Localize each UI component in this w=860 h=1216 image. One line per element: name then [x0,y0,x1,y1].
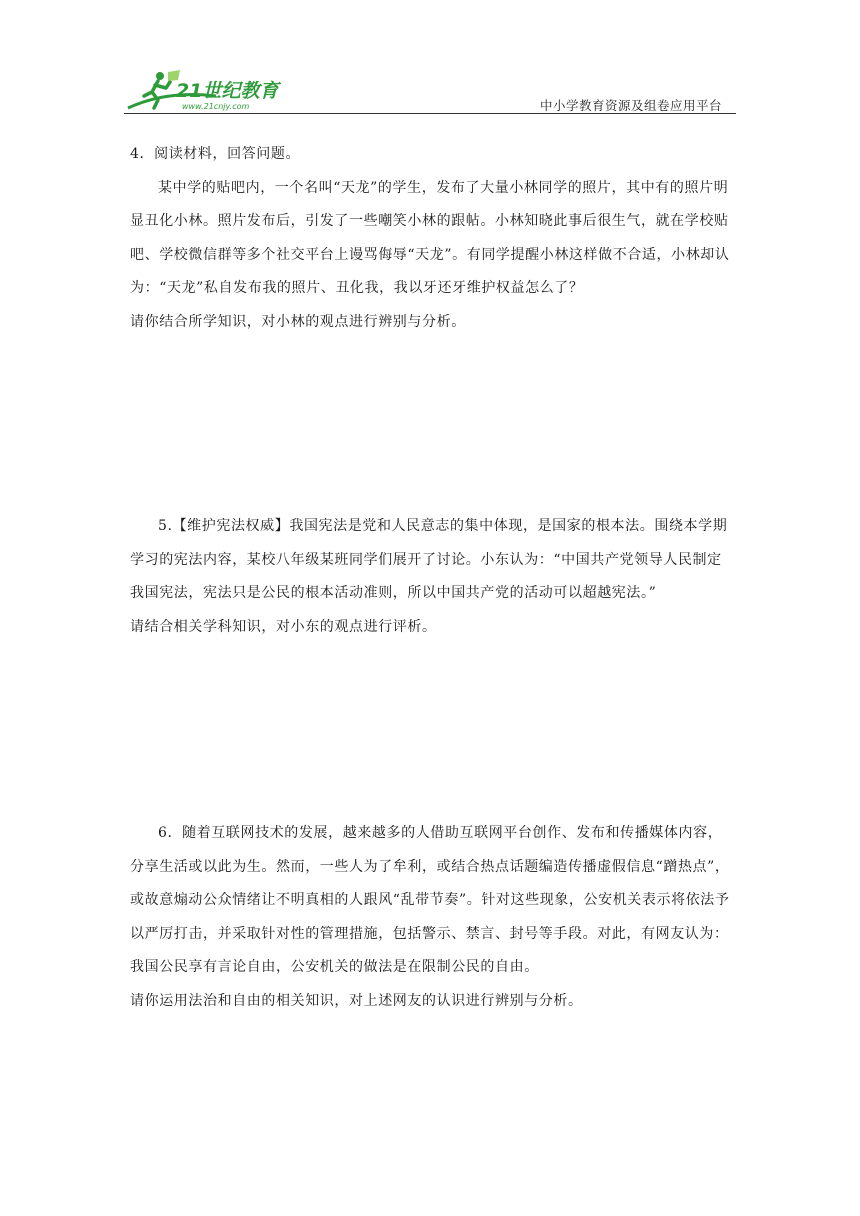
logo-url: www.21cnjy.com [182,102,250,111]
logo [124,66,294,114]
logo-text: 21世纪教育 [176,80,279,102]
question-4-paragraph: 某中学的贴吧内，一个名叫“天龙”的学生，发布了大量小林同学的照片，其中有的照片明显丑化小林。照片发布后，引发了一些嘲笑小林的跟帖。小林知晓此事后很生气，就在学校贴吧、学校微信群等多个社交平台上谩骂侮辱“天龙”。有同学提醒小林这样做不合适，小林却认为：“天龙”私自发布我的照片、丑化我，我以牙还牙维护权益怎么了？ [130,179,730,296]
question-6-prompt: 请你运用法治和自由的相关知识，对上述网友的认识进行辨别与分析。 [130,992,583,1009]
question-4-prompt: 请你结合所学知识，对小林的观点进行辨别与分析。 [130,313,466,330]
question-5-paragraph: 5.【维护宪法权威】我国宪法是党和人民意志的集中体现，是国家的根本法。围绕本学期学习的宪法内容，某校八年级某班同学们展开了讨论。小东认为：“中国共产党领导人民制定我国宪法，宪法只是公民的根本活动准则，所以中国共产党的活动可以超越宪法。” [130,518,728,601]
page-header [124,66,736,116]
platform-name: 中小学教育资源及组卷应用平台 [539,98,722,113]
question-4-title: 4．阅读材料，回答问题。 [130,146,301,162]
question-6-paragraph: 6．随着互联网技术的发展，越来越多的人借助互联网平台创作、发布和传播媒体内容，分享生活或以此为生。然而，一些人为了牟利，或结合热点话题编造传播虚假信息“蹭热点”，或故意煽动公众情绪让不明真相的人跟风“乱带节奏”。针对这些现象，公安机关表示将依法予以严厉打击，并采取针对性的管理措施，包括警示、禁言、封号等手段。对此，有网友认为：我国公民享有言论自由，公安机关的做法是在限制公民的自由。 [130,825,730,975]
document-body [130,138,732,1018]
question-5-prompt: 请结合相关学科知识，对小东的观点进行评析。 [130,618,437,635]
header-divider [124,113,736,114]
